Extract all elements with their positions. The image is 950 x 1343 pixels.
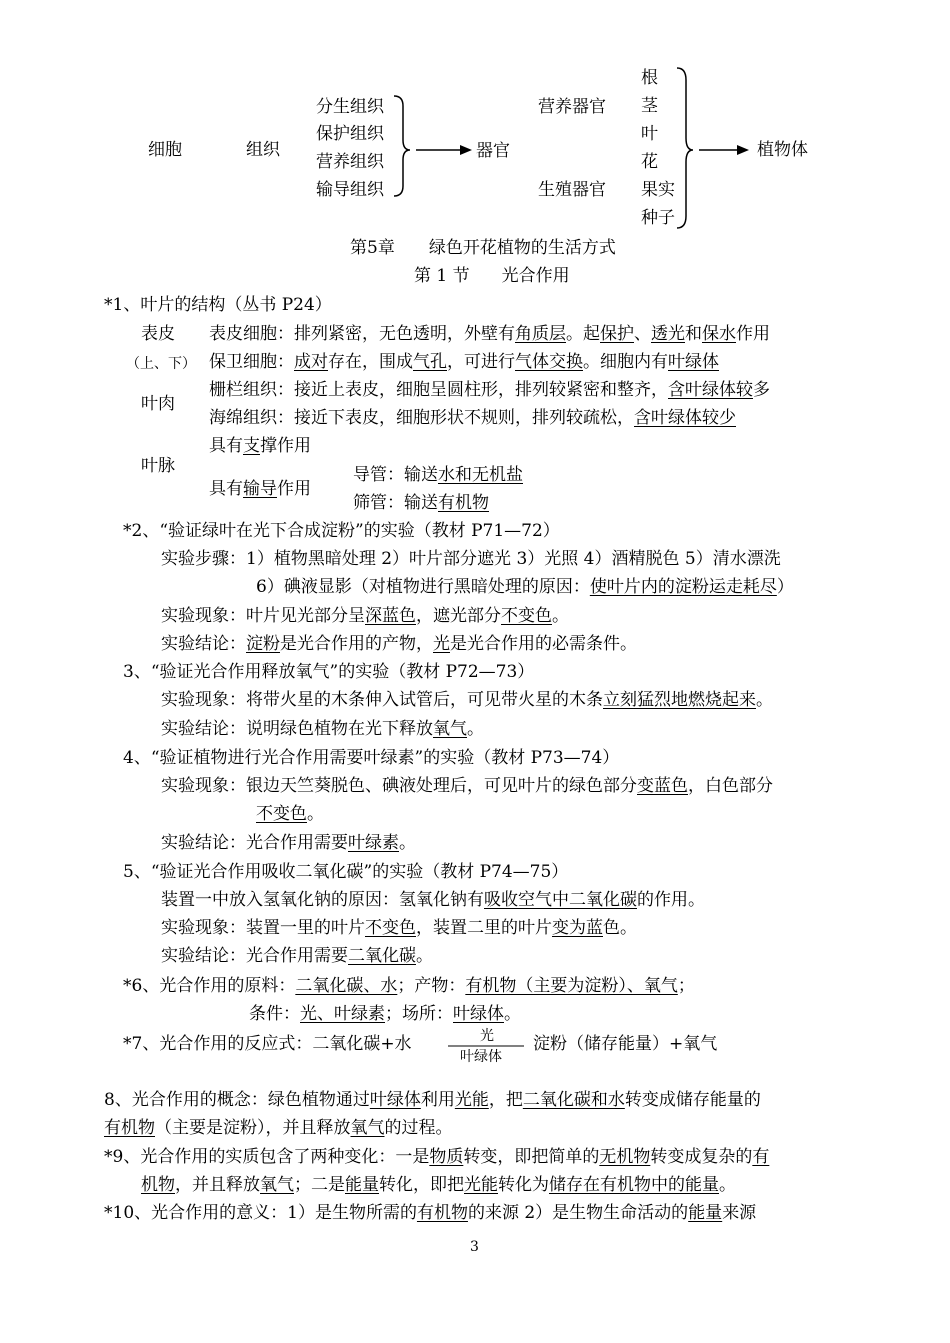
sieve-line: 筛管：输送有机物: [353, 493, 489, 513]
q4-phenomenon-cont: 不变色。: [256, 804, 324, 824]
q7-condition-chloroplast: 叶绿体: [460, 1049, 502, 1065]
section-heading: [414, 268, 570, 285]
tissue-item: 分生组织: [316, 97, 384, 117]
arrowhead-plant: [737, 145, 749, 155]
q4-conclusion: 实验结论：光合作用需要叶绿素。: [161, 833, 416, 853]
tissue-item: 输导组织: [316, 180, 384, 200]
q2-steps-2: 6）碘液显影（对植物进行黑暗处理的原因：使叶片内的淀粉运走耗尽）: [256, 577, 794, 597]
section-title: 光合作用: [501, 266, 570, 286]
spongy-line: 海绵组织：接近下表皮，细胞形状不规则，排列较疏松，含叶绿体较少: [209, 408, 736, 428]
organ-item: 根: [641, 68, 658, 88]
q9-line-2: 机物，并且释放氧气；二是能量转化，即把光能转化为储存在有机物中的能量。: [141, 1175, 736, 1195]
q6-line-1: *6、光合作用的原料：二氧化碳、水；产物：有机物（主要为淀粉）、氧气；: [123, 976, 695, 996]
epidermis-sublabel: （上、下）: [126, 356, 196, 372]
q5-conclusion: 实验结论：光合作用需要二氧化碳。: [161, 946, 433, 966]
palisade-line: 栅栏组织：接近上表皮，细胞呈圆柱形，排列较紧密和整齐，含叶绿体较多: [209, 380, 770, 400]
q2-steps-1: 实验步骤：1）植物黑暗处理 2）叶片部分遮光 3）光照 4）酒精脱色 5）清水漂洗: [161, 549, 781, 569]
chapter-heading: [350, 240, 616, 257]
chapter-title: 绿色开花植物的生活方式: [428, 238, 616, 258]
q3-phenomenon: 实验现象：将带火星的木条伸入试管后，可见带火星的木条立刻猛烈地燃烧起来。: [161, 690, 773, 710]
organ-item: 茎: [641, 96, 658, 116]
q7-condition-light: 光: [480, 1028, 494, 1044]
section-number: 第 1 节: [414, 266, 470, 286]
q7-left: *7、光合作用的反应式：二氧化碳+水: [123, 1034, 412, 1054]
q8-line-2: 有机物（主要是淀粉），并且释放氧气的过程。: [104, 1118, 453, 1138]
page-number: 3: [470, 1239, 479, 1255]
organ-item: 叶: [641, 124, 658, 144]
q5-reason: 装置一中放入氢氧化钠的原因：氢氧化钠有吸收空气中二氧化碳的作用。: [161, 890, 705, 910]
epidermal-cell-line: 表皮细胞：排列紧密，无色透明，外壁有角质层。起保护、透光和保水作用: [209, 324, 770, 344]
tissue-item: 营养组织: [316, 152, 384, 172]
tissue-item: 保护组织: [316, 124, 384, 144]
organ-brace: [677, 68, 693, 228]
q2-phenomenon: 实验现象：叶片见光部分呈深蓝色，遮光部分不变色。: [161, 606, 569, 626]
diagram-cell: 细胞: [148, 140, 182, 160]
organ-item: 果实: [641, 180, 675, 200]
q3-heading: 3、“验证光合作用释放氧气”的实验（教材 P72—73）: [123, 662, 535, 682]
diagram-rep-organ: 生殖器官: [538, 180, 606, 200]
q1-heading: *1、叶片的结构（丛书 P24）: [104, 295, 332, 315]
q4-phenomenon: 实验现象：银边天竺葵脱色、碘液处理后，可见叶片的绿色部分变蓝色，白色部分: [161, 776, 773, 796]
conduct-line: 具有输导作用: [209, 479, 311, 499]
q5-phenomenon: 实验现象：装置一里的叶片不变色，装置二里的叶片变为蓝色。: [161, 918, 637, 938]
support-line: 具有支撑作用: [209, 436, 311, 456]
q8-line-1: 8、光合作用的概念：绿色植物通过叶绿体利用光能，把二氧化碳和水转变成储存能量的: [104, 1090, 761, 1110]
guard-cell-line: 保卫细胞：成对存在，围成气孔，可进行气体交换。细胞内有叶绿体: [209, 352, 719, 372]
mesophyll-label: 叶肉: [141, 394, 175, 414]
q4-heading: 4、“验证植物进行光合作用需要叶绿素”的实验（教材 P73—74）: [123, 748, 620, 768]
chapter-number: 第5章: [350, 238, 395, 258]
diagram-veg-organ: 营养器官: [538, 97, 606, 117]
q6-line-2: 条件：光、叶绿素；场所：叶绿体。: [249, 1004, 521, 1024]
epidermis-label: 表皮: [141, 324, 175, 344]
tissue-brace: [394, 96, 410, 196]
q2-heading: *2、“验证绿叶在光下合成淀粉”的实验（教材 P71—72）: [123, 521, 560, 541]
q3-conclusion: 实验结论：说明绿色植物在光下释放氧气。: [161, 719, 484, 739]
diagram-tissue: 组织: [246, 140, 280, 160]
organ-item: 花: [641, 152, 658, 172]
vein-label: 叶脉: [141, 456, 175, 476]
q10-line-1: *10、光合作用的意义：1）是生物所需的有机物的来源 2）是生物生命活动的能量来源: [104, 1203, 757, 1223]
vessel-line: 导管：输送水和无机盐: [353, 465, 523, 485]
diagram-organ: 器官: [476, 141, 510, 161]
q9-line-1: *9、光合作用的实质包含了两种变化：一是物质转变，即把简单的无机物转变成复杂的有: [104, 1147, 770, 1167]
diagram-plant: 植物体: [757, 140, 808, 160]
arrowhead-organ: [460, 145, 472, 155]
q2-conclusion: 实验结论：淀粉是光合作用的产物，光是光合作用的必需条件。: [161, 634, 637, 654]
organ-item: 种子: [641, 208, 675, 228]
hierarchy-diagram-lines: [0, 0, 950, 260]
q5-heading: 5、“验证光合作用吸收二氧化碳”的实验（教材 P74—75）: [123, 862, 569, 882]
q7-right: 淀粉（储存能量）+氧气: [533, 1034, 718, 1054]
